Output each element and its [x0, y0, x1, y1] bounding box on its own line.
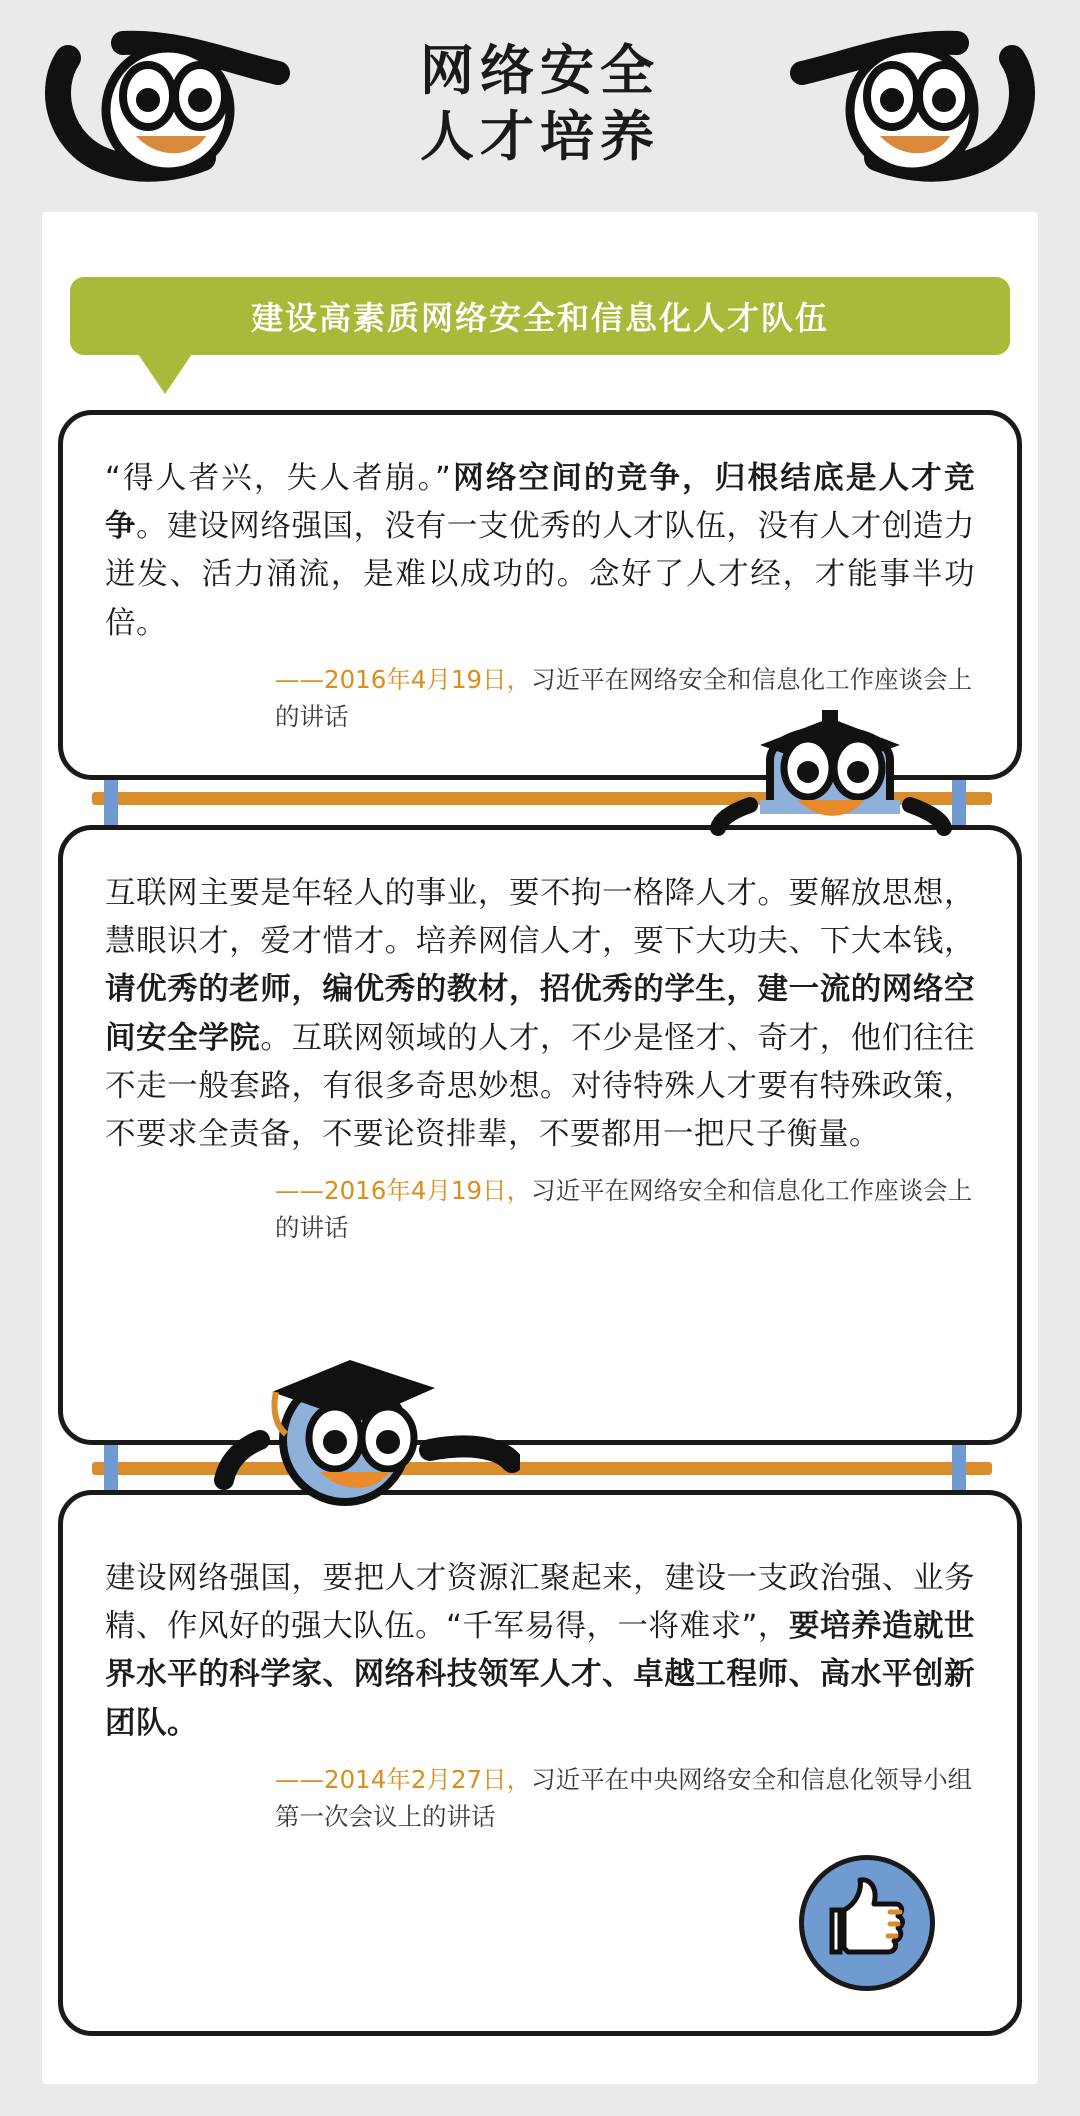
quote-source-date-2: ——2016年4月19日，	[275, 1176, 532, 1206]
page-title	[340, 38, 740, 170]
quote-source-rest-1: 习近平在网络安全和信息化工作座谈会上的讲话	[275, 664, 973, 731]
quote-2-part-0: 互联网主要是年轻人的事业，要不拘一格降人才。要解放思想，慧眼识才，爱才惜才。培养网信人才，要下大功夫、下大本钱，	[105, 876, 975, 960]
quote-source-2	[105, 1173, 975, 1273]
poster-header	[0, 0, 1080, 230]
quote-2-part-2: 。互联网领域的人才，不少是怪才、奇才，他们往往不走一般套路，有很多奇思妙想。对待特殊人才要有特殊政策，不要求全责备，不要论资排辈，不要都用一把尺子衡量。	[105, 1020, 976, 1152]
quote-text-1	[105, 455, 975, 648]
mascot-left-icon	[28, 18, 328, 198]
quote-1-part-1: 网络空间的竞争，归根结底是人才竞争	[105, 461, 975, 545]
graduate-mascot-1-icon	[700, 700, 960, 860]
banner-bar	[70, 277, 1010, 355]
quote-source-date-1: ——2016年4月19日，	[275, 664, 532, 694]
quote-3-part-0: 建设网络强国，要把人才资源汇聚起来，建设一支政治强、业务精、作风好的强大队伍。“千军易得，一将难求”，	[105, 1561, 975, 1645]
graduate-mascot-2-icon	[200, 1330, 520, 1520]
quote-source-3	[105, 1762, 975, 1862]
thumbs-up-icon	[804, 1860, 920, 1976]
mascot-right-icon	[752, 18, 1052, 198]
quote-1-part-0: “得人者兴，失人者崩。”	[105, 461, 452, 496]
thumbs-up-badge	[799, 1855, 935, 1991]
quote-card-3	[58, 1490, 1022, 2036]
quote-1-part-2: 。建设网络强国，没有一支优秀的人才队伍，没有人才创造力迸发、活力涌流，是难以成功的。念好了人才经，才能事半功倍。	[105, 509, 976, 641]
banner-label: 建设高素质网络安全和信息化人才队伍	[250, 299, 829, 337]
quote-2-part-1: 请优秀的老师，编优秀的教材，招优秀的学生，建一流的网络空间安全学院	[105, 972, 975, 1056]
title-line-2: 人才培养	[420, 104, 660, 168]
banner-arrow-icon	[138, 354, 192, 394]
quote-text-3	[105, 1555, 975, 1748]
quote-text-2	[105, 870, 975, 1159]
quote-3-part-1: 要培养造就世界水平的科学家、网络科技领军人才、卓越工程师、高水平创新团队。	[105, 1609, 975, 1741]
quote-source-rest-2: 习近平在网络安全和信息化工作座谈会上的讲话	[275, 1176, 973, 1242]
quote-source-rest-3: 习近平在中央网络安全和信息化领导小组第一次会议上的讲话	[275, 1764, 973, 1831]
quote-source-date-3: ——2014年2月27日，	[275, 1764, 532, 1794]
section-banner	[70, 277, 1010, 355]
title-line-1: 网络安全	[420, 39, 660, 102]
